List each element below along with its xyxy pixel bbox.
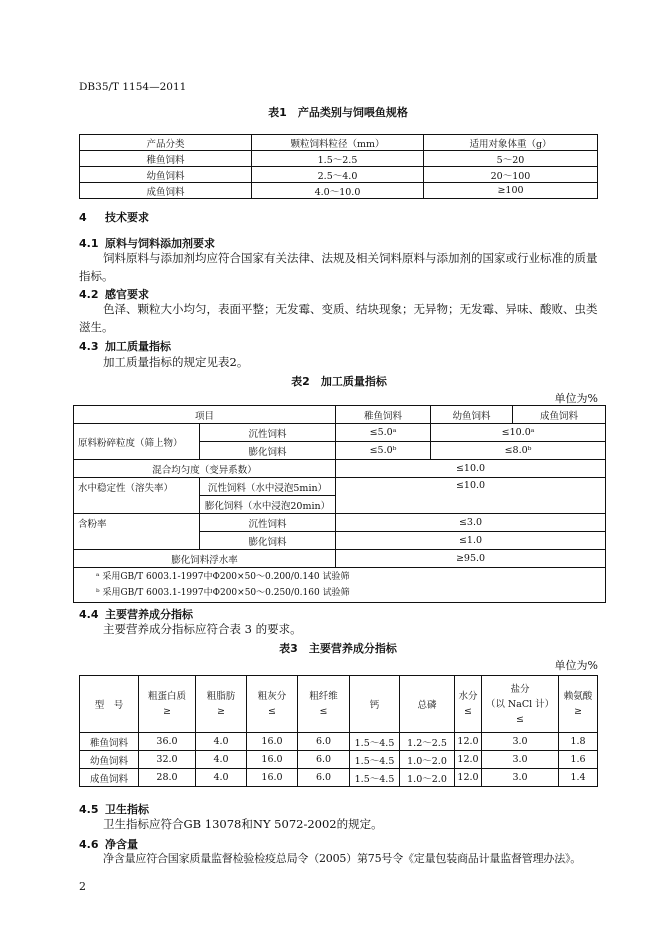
table-cell: ≤5.0ᵃ [336,424,431,442]
section-number: 4.6 [79,838,99,851]
column-header-label: 水分 [458,691,478,702]
column-header-label: 粗灰分 [257,691,287,702]
section-4-2-text: 色泽、颗粒大小均匀，表面平整；无发霉、变质、结块现象；无异物；无发霉、异味、酸败、虫类滋生。 [79,302,598,334]
table-cell: 1.5～2.5 [252,151,424,167]
table-cell: 6.0 [298,769,350,787]
table-cell: 膨化饲料 [200,442,336,460]
table-cell: 4.0 [196,733,247,751]
column-header: 成鱼饲料 [513,406,606,424]
column-header-operator: ≤ [516,713,524,725]
table-cell: 沉性饲料（水中浸泡5min） [200,478,336,496]
table-cell: 沉性饲料 [200,514,336,532]
table2-unit: 单位为% [554,392,598,405]
table-cell: 混合均匀度（变异系数） [74,460,336,478]
column-header-label: 粗蛋白质 [147,691,186,702]
row-group-label: 水中稳定性（溶失率） [74,478,200,514]
column-header-label: 赖氨酸 [563,691,593,702]
column-header: 幼鱼饲料 [431,406,513,424]
column-header: 项目 [74,406,336,424]
table-header-row [80,676,598,733]
column-header-operator: ≥ [163,706,171,717]
table3-nutrient-indicators [79,675,598,787]
table-cell: 6.0 [298,751,350,769]
table-cell: 稚鱼饲料 [80,151,252,167]
section-4-3-heading [79,338,171,354]
table-cell: 沉性饲料 [200,424,336,442]
standard-number: DB35/T 1154—2011 [79,81,187,93]
table-row [80,751,598,769]
section-4-3-text: 加工质量指标的规定见表2。 [103,355,249,369]
table-row [80,769,598,787]
section-4-heading [79,209,149,225]
section-number: 4.1 [79,237,99,250]
table-cell: 3.0 [482,769,559,787]
section-title: 加工质量指标 [105,340,171,353]
footnote-b: ᵇ 采用GB/T 6003.1-1997中Φ200×50～0.250/0.160 试验筛 [96,588,350,598]
section-title: 净含量 [105,838,138,851]
section-number: 4.2 [79,288,99,301]
table-cell: ≥100 [424,183,598,199]
table-row [80,167,598,183]
table-header-row [74,406,606,424]
column-header [247,676,298,733]
table-cell: 2.5～4.0 [252,167,424,183]
column-header: 钙 [350,676,400,733]
table-cell: 16.0 [247,733,298,751]
table2-processing-quality [73,405,606,603]
section-title: 卫生指标 [105,803,149,816]
column-header [139,676,196,733]
column-header: 颗粒饲料粒径（mm） [252,135,424,151]
table-row [80,151,598,167]
table3-caption: 表3 主要营养成分指标 [279,642,397,655]
table-cell: 成鱼饲料 [80,769,139,787]
table-cell: 1.0～2.0 [400,769,455,787]
table-header-row [80,135,598,151]
column-header-operator: ≥ [217,706,225,717]
column-header: 稚鱼饲料 [336,406,431,424]
column-header-label: 粗脂肪 [206,691,236,702]
table-cell: 20～100 [424,167,598,183]
table-cell: 12.0 [455,751,482,769]
column-header: 型 号 [80,676,139,733]
table-cell: 28.0 [139,769,196,787]
table1-product-specs [79,134,598,199]
table-row [74,478,606,496]
column-header-operator: ≤ [268,706,276,717]
column-header [298,676,350,733]
table1-caption: 表1 产品类别与饲喂鱼规格 [268,106,408,119]
section-title: 技术要求 [105,211,149,224]
section-number: 4.4 [79,608,99,621]
section-4-5-text: 卫生指标应符合GB 13078和NY 5072-2002的规定。 [103,817,383,831]
table-cell: 1.5～4.5 [350,769,400,787]
table-cell: 膨化饲料浮水率 [74,550,336,568]
section-title: 原料与饲料添加剂要求 [105,237,215,250]
table-cell: 16.0 [247,769,298,787]
table-cell: 3.0 [482,733,559,751]
table-row [74,460,606,478]
column-header-operator: ≤ [319,706,328,717]
table-cell: ≥95.0 [336,550,606,568]
table-cell: ≤3.0 [336,514,606,532]
table-row [74,514,606,532]
column-header-sublabel: （以 NaCl 计） [485,698,555,710]
table-row [80,733,598,751]
section-number: 4.3 [79,340,99,353]
footnote-a: ᵃ 采用GB/T 6003.1-1997中Φ200×50～0.200/0.140 试验筛 [96,572,350,582]
table-cell: 1.5～4.5 [350,751,400,769]
table2-caption: 表2 加工质量指标 [291,375,387,388]
table-cell: 3.0 [482,751,559,769]
table-cell: 12.0 [455,733,482,751]
table-cell: 稚鱼饲料 [80,733,139,751]
column-header [482,676,559,733]
table-cell: 12.0 [455,769,482,787]
section-number: 4.5 [79,803,99,816]
table-cell: ≤5.0ᵇ [336,442,431,460]
table-cell: 16.0 [247,751,298,769]
column-header: 总磷 [400,676,455,733]
table-cell: 膨化饲料（水中浸泡20min） [200,496,336,514]
row-group-label: 原料粉碎粒度（筛上物） [74,424,200,460]
column-header [455,676,482,733]
table-cell: 1.0～2.0 [400,751,455,769]
table-cell: 4.0～10.0 [252,183,424,199]
table-cell: 1.6 [559,751,598,769]
column-header-operator: ≤ [464,706,472,717]
table-cell: 膨化饲料 [200,532,336,550]
table-cell: 4.0 [196,769,247,787]
page-number: 2 [79,880,86,893]
table-cell: 32.0 [139,751,196,769]
table-notes [74,568,606,603]
table-cell: 成鱼饲料 [80,183,252,199]
table-cell: 1.5～4.5 [350,733,400,751]
table-cell: 幼鱼饲料 [80,167,252,183]
table-cell: 36.0 [139,733,196,751]
table-cell: 4.0 [196,751,247,769]
table-notes-row [74,568,606,603]
table-cell: ≤1.0 [336,532,606,550]
table-cell: 6.0 [298,733,350,751]
column-header-label: 粗纤维 [309,691,338,702]
table-row [74,424,606,442]
row-group-label: 含粉率 [74,514,200,550]
table-cell: ≤10.0 [336,478,606,514]
column-header: 产品分类 [80,135,252,151]
table3-unit: 单位为% [554,659,598,672]
section-4-4-text: 主要营养成分指标应符合表 3 的要求。 [103,622,302,636]
table-cell: 5～20 [424,151,598,167]
table-cell: 幼鱼饲料 [80,751,139,769]
section-4-1-text: 饲料原料与添加剂均应符合国家有关法律、法规及相关饲料原料与添加剂的国家或行业标准的质量指标。 [79,251,598,283]
section-4-6-text: 净含量应符合国家质量监督检验检疫总局令（2005）第75号令《定量包装商品计量监督管理办法》。 [103,852,582,865]
table-cell: 1.2～2.5 [400,733,455,751]
column-header [196,676,247,733]
table-cell: ≤10.0ᵃ [431,424,606,442]
table-row [74,550,606,568]
table-row [80,183,598,199]
table-cell: ≤8.0ᵇ [431,442,606,460]
column-header [559,676,598,733]
table-cell: 1.4 [559,769,598,787]
column-header: 适用对象体重（g） [424,135,598,151]
table-cell: 1.8 [559,733,598,751]
table-cell: ≤10.0 [336,460,606,478]
section-title: 感官要求 [105,288,149,301]
section-number: 4 [79,211,87,224]
column-header-operator: ≥ [574,706,582,717]
column-header-label: 盐分 [510,683,530,695]
section-title: 主要营养成分指标 [105,608,193,621]
